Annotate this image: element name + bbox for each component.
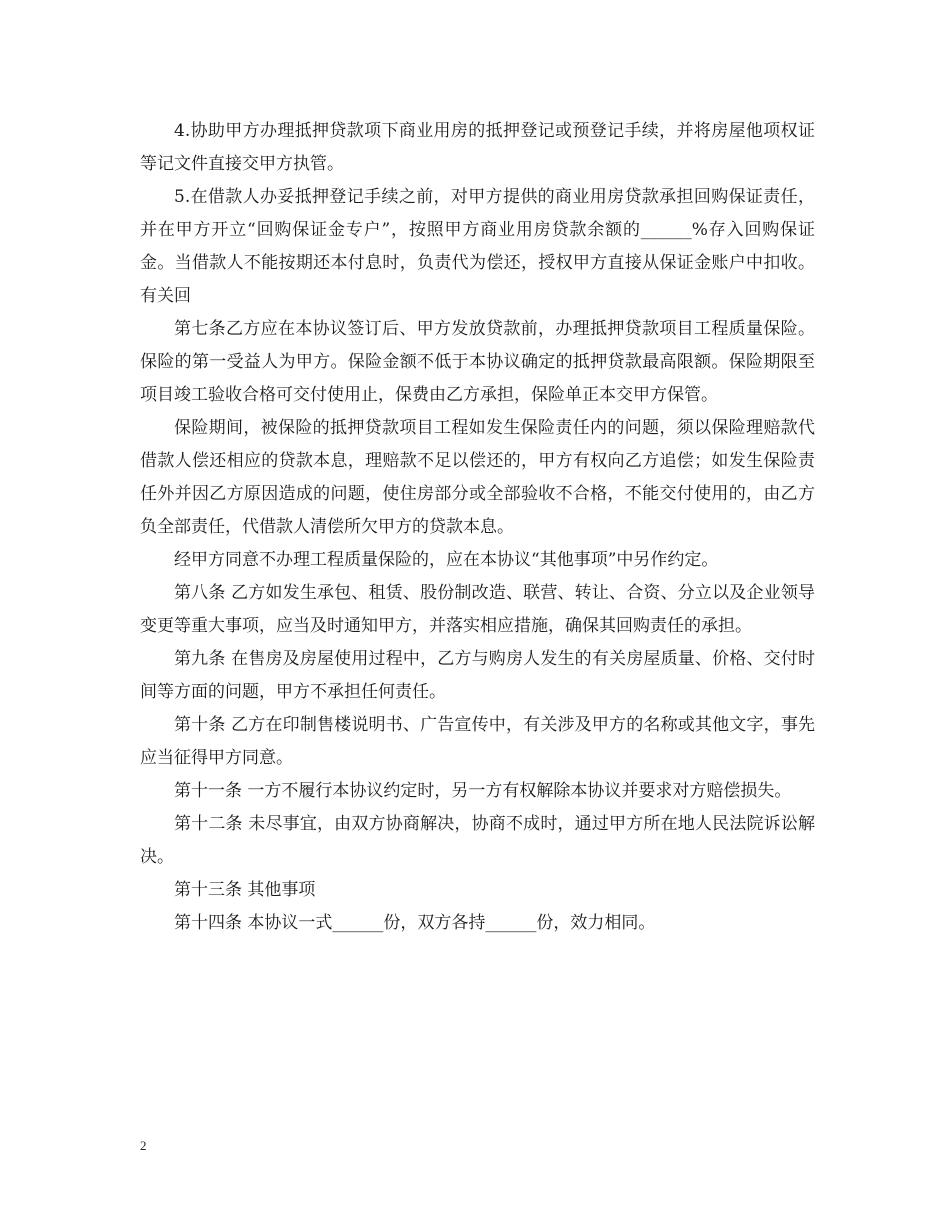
paragraph-no-insurance: 经甲方同意不办理工程质量保险的，应在本协议“其他事项”中另作约定。 [174, 550, 719, 570]
paragraph-article-10: 第十条 乙方在印制售楼说明书、广告宣传中，有关涉及甲方的名称或其他文字，事先应当征得甲方同意。 [140, 715, 815, 768]
paragraph-article-9: 第九条 在售房及房屋使用过程中，乙方与购房人发生的有关房屋质量、价格、交付时间等方面的问题，甲方不承担任何责任。 [140, 649, 815, 702]
paragraph-article-8: 第八条 乙方如发生承包、租赁、股份制改造、联营、转让、合资、分立以及企业领导变更等重大事项，应当及时通知甲方，并落实相应措施，确保其回购责任的承担。 [140, 583, 815, 636]
paragraph-item-4: 4.协助甲方办理抵押贷款项下商业用房的抵押登记或预登记手续，并将房屋他项权证等记文件直接交甲方执管。 [140, 121, 815, 174]
paragraph-insurance-period: 保险期间，被保险的抵押贷款项目工程如发生保险责任内的问题，须以保险理赔款代借款人偿还相应的贷款本息，理赔款不足以偿还的，甲方有权向乙方追偿；如发生保险责任外并因乙方原因造成的问题，使住房部分或全部验收不合格，不能交付使用的，由乙方负全部责任，代借款人清偿所欠甲方的贷款本息。 [140, 418, 815, 537]
paragraph-item-5: 5.在借款人办妥抵押登记手续之前，对甲方提供的商业用房贷款承担回购保证责任，并在甲方开立“回购保证金专户”，按照甲方商业用房贷款余额的______%存入回购保证金。当借款人不能按期还本付息时，负责代为偿还，授权甲方直接从保证金账户中扣收。有关回 [140, 187, 815, 306]
paragraph-article-7: 第七条乙方应在本协议签订后、甲方发放贷款前，办理抵押贷款项目工程质量保险。保险的第一受益人为甲方。保险金额不低于本协议确定的抵押贷款最高限额。保险期限至项目竣工验收合格可交付使用止，保费由乙方承担，保险单正本交甲方保管。 [140, 319, 815, 405]
page-number: 2 [140, 1138, 147, 1153]
paragraph-article-12: 第十二条 未尽事宜，由双方协商解决，协商不成时，通过甲方所在地人民法院诉讼解决。 [140, 814, 815, 867]
paragraph-article-13: 第十三条 其他事项 [174, 880, 316, 900]
paragraph-article-11: 第十一条 一方不履行本协议约定时，另一方有权解除本协议并要求对方赔偿损失。 [174, 781, 792, 801]
paragraph-article-14: 第十四条 本协议一式______份，双方各持______份，效力相同。 [174, 913, 656, 933]
document-body [140, 115, 815, 940]
